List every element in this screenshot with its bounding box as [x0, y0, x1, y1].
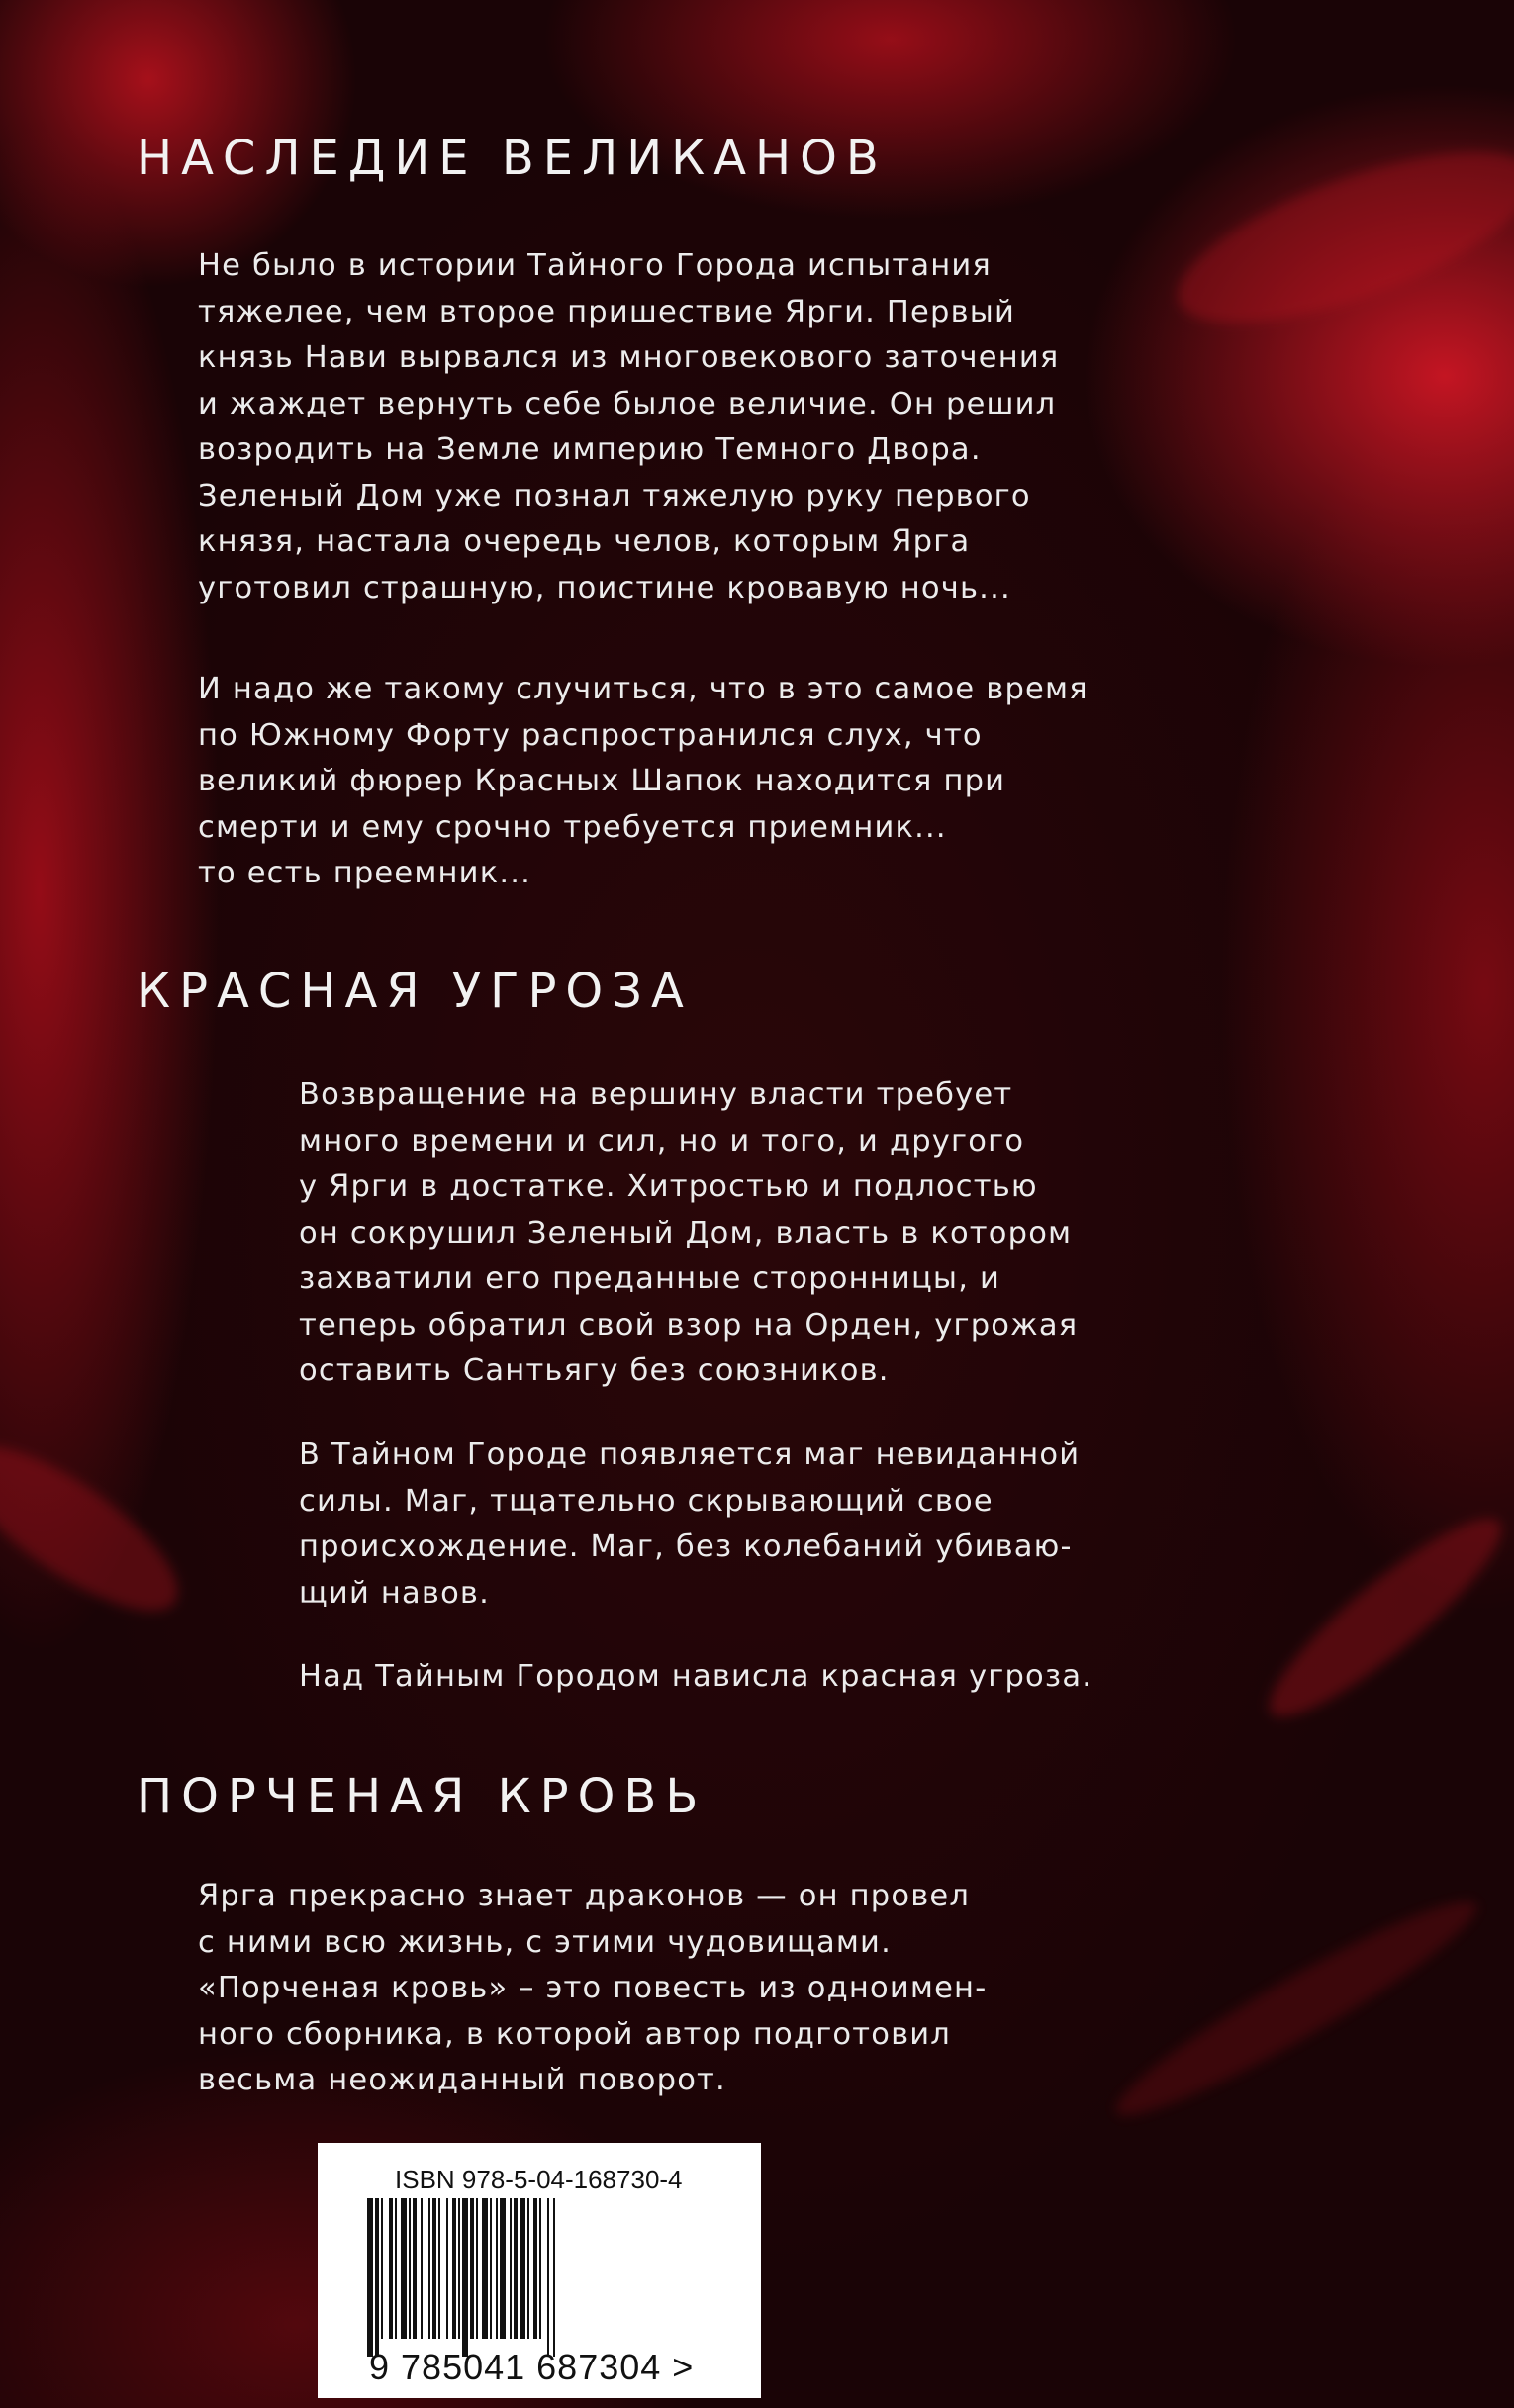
barcode-bar [432, 2198, 436, 2339]
text-line: В Тайном Городе появляется маг невиданной [299, 1437, 1081, 1472]
text-line: князя, настала очередь челов, которым Ярга [198, 524, 971, 559]
barcode-bar [367, 2198, 373, 2357]
section3-paragraph-1 [198, 1874, 987, 2104]
section2-paragraph-2 [299, 1433, 1080, 1617]
section2-paragraph-3 [299, 1654, 1092, 1701]
text-line: «Порченая кровь» – это повесть из одноимен- [198, 1971, 988, 2005]
barcode-bar [401, 2198, 407, 2339]
barcode-bar [514, 2198, 518, 2339]
barcode-bar [510, 2198, 512, 2339]
barcode-bar [438, 2198, 440, 2339]
text-line: ного сборника, в которой автор подготовил [198, 2016, 952, 2052]
text-line: с ними всю жизнь, с этими чудовищами. [198, 1924, 892, 1960]
barcode-bar [409, 2198, 411, 2339]
barcode-bar [375, 2198, 379, 2357]
text-line: много времени и сил, но и того, и другого [299, 1123, 1025, 1158]
text-line: и жаждет вернуть себе былое величие. Он решил [198, 386, 1057, 421]
barcode-bar [428, 2198, 430, 2339]
barcode-bar [462, 2198, 468, 2357]
text-line: уготовил страшную, поистине кровавую ночь... [198, 570, 1011, 605]
text-line: происхождение. Маг, без колебаний убиваю- [299, 1529, 1073, 1564]
barcode-bar [520, 2198, 525, 2339]
barcode-icon [367, 2198, 723, 2357]
text-line: князь Нави вырвался из многовекового заточения [198, 340, 1060, 375]
ink-streak [0, 1419, 200, 1639]
isbn-label: ISBN 978-5-04-168730-4 [395, 2165, 683, 2194]
barcode-bar [395, 2198, 397, 2339]
text-line: Ярга прекрасно знает драконов — он провел [198, 1879, 971, 1913]
barcode-bar [476, 2198, 478, 2339]
text-line: возродить на Земле империю Темного Двора. [198, 432, 982, 467]
barcode-digits: 9 785041 687304 > [369, 2347, 695, 2387]
text-line: по Южному Форту распространился слух, что [198, 717, 983, 753]
barcode-bar [500, 2198, 506, 2339]
text-line: щий навов. [299, 1575, 491, 1611]
barcode-bar [490, 2198, 492, 2339]
text-line: то есть преемник... [198, 856, 532, 890]
barcode-bar [381, 2198, 383, 2339]
barcode-bar [413, 2198, 417, 2339]
barcode-bar [389, 2198, 393, 2339]
text-line: тяжелее, чем второе пришествие Ярги. Первый [198, 294, 1016, 329]
section1-paragraph-2 [198, 667, 1088, 897]
barcode-bar [421, 2198, 423, 2339]
barcode-bar [458, 2198, 460, 2339]
isbn-barcode-block [318, 2143, 761, 2398]
barcode-bar [470, 2198, 474, 2339]
section1-paragraph-1 [198, 243, 1059, 611]
barcode-bar [539, 2198, 541, 2339]
barcode-bar [452, 2198, 456, 2339]
section-title-legacy: НАСЛЕДИЕ ВЕЛИКАНОВ [137, 131, 888, 186]
barcode-bar [547, 2198, 549, 2357]
section2-paragraph-1 [299, 1072, 1078, 1395]
section-title-spoiled-blood: ПОРЧЕНАЯ КРОВЬ [137, 1769, 708, 1824]
text-line: захватили его преданные сторонницы, и [299, 1261, 1001, 1296]
barcode-bar [482, 2198, 488, 2339]
ink-streak [1101, 1879, 1491, 2138]
text-line: силы. Маг, тщательно скрывающий свое [299, 1483, 994, 1519]
text-line: Не было в истории Тайного Города испытания [198, 248, 992, 283]
text-line: у Ярги в достатке. Хитростью и подлостью [299, 1169, 1038, 1204]
text-line: весьма неожиданный поворот. [198, 2063, 726, 2097]
text-line: теперь обратил свой взор на Орден, угрожая [299, 1307, 1079, 1343]
text-line: великий фюрер Красных Шапок находится при [198, 764, 1006, 798]
text-line: Возвращение на вершину власти требует [299, 1077, 1013, 1112]
barcode-bar [533, 2198, 537, 2339]
text-line: Зеленый Дом уже познал тяжелую руку первого [198, 478, 1031, 513]
text-line: он сокрушил Зеленый Дом, власть в котором [299, 1215, 1073, 1250]
barcode-bar [527, 2198, 529, 2339]
text-line: И надо же такому случиться, что в это самое время [198, 672, 1088, 706]
text-line: оставить Сантьягу без союзников. [299, 1353, 890, 1388]
text-line: Над Тайным Городом нависла красная угроза. [299, 1659, 1093, 1694]
section-title-red-threat: КРАСНАЯ УГРОЗА [137, 964, 693, 1019]
barcode-bar [446, 2198, 448, 2339]
barcode-bar [553, 2198, 555, 2357]
ink-streak [1250, 1496, 1514, 1739]
text-line: смерти и ему срочно требуется приемник... [198, 809, 947, 845]
ink-streak [1159, 118, 1514, 358]
barcode-bar [496, 2198, 498, 2339]
